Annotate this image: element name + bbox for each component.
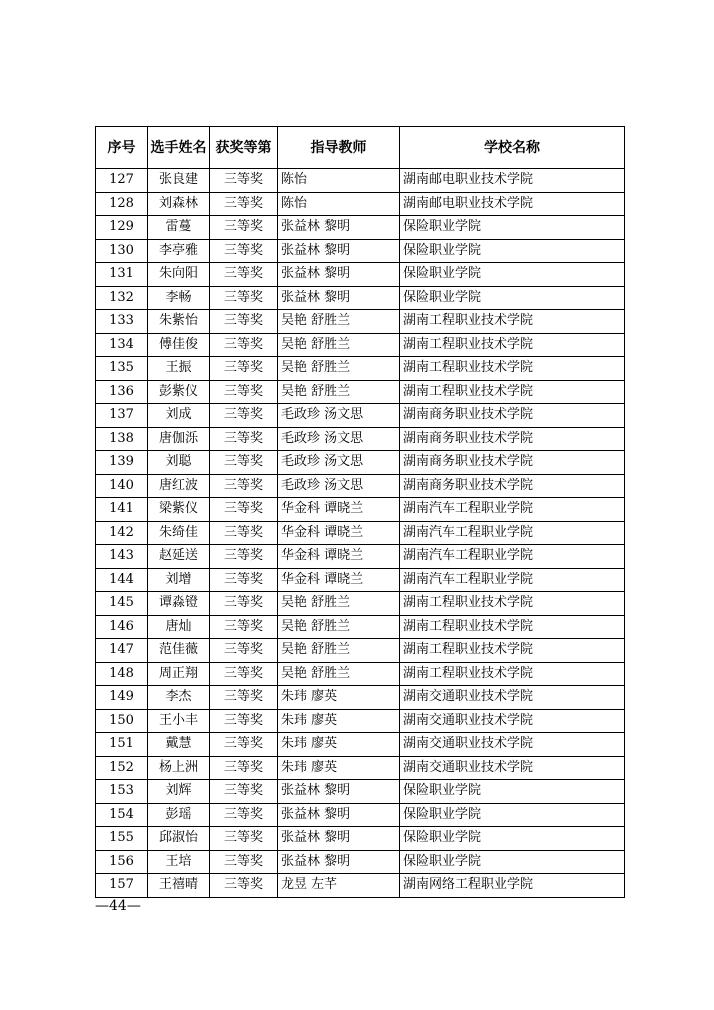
teacher-cell: 吴艳 舒胜兰	[278, 310, 400, 334]
student-name-cell: 刘增	[148, 568, 210, 592]
page-number: —44—	[95, 898, 141, 914]
award-cell: 三等奖	[210, 592, 278, 616]
student-name-cell: 梁紫仪	[148, 498, 210, 522]
school-cell: 湖南汽车工程职业学院	[400, 521, 625, 545]
student-name-cell: 王小丰	[148, 709, 210, 733]
teacher-cell: 张益林 黎明	[278, 239, 400, 263]
school-cell: 湖南工程职业技术学院	[400, 333, 625, 357]
table-row	[96, 451, 625, 475]
student-name-cell: 李亭雅	[148, 239, 210, 263]
award-cell: 三等奖	[210, 756, 278, 780]
seq-cell: 152	[96, 756, 148, 780]
award-cell: 三等奖	[210, 239, 278, 263]
header-seq: 序号	[96, 127, 148, 169]
student-name-cell: 谭淼镫	[148, 592, 210, 616]
table-row	[96, 286, 625, 310]
table-row	[96, 568, 625, 592]
school-cell: 湖南工程职业技术学院	[400, 639, 625, 663]
header-award: 获奖等第	[210, 127, 278, 169]
teacher-cell: 龙昱 左芊	[278, 874, 400, 898]
teacher-cell: 朱玮 廖英	[278, 733, 400, 757]
table-row	[96, 310, 625, 334]
teacher-cell: 陈怡	[278, 169, 400, 193]
school-cell: 湖南工程职业技术学院	[400, 310, 625, 334]
table-row	[96, 216, 625, 240]
teacher-cell: 吴艳 舒胜兰	[278, 615, 400, 639]
award-cell: 三等奖	[210, 216, 278, 240]
student-name-cell: 张良建	[148, 169, 210, 193]
student-name-cell: 刘辉	[148, 780, 210, 804]
award-cell: 三等奖	[210, 310, 278, 334]
award-cell: 三等奖	[210, 404, 278, 428]
teacher-cell: 吴艳 舒胜兰	[278, 639, 400, 663]
award-cell: 三等奖	[210, 498, 278, 522]
teacher-cell: 张益林 黎明	[278, 263, 400, 287]
award-cell: 三等奖	[210, 780, 278, 804]
school-cell: 保险职业学院	[400, 850, 625, 874]
student-name-cell: 邱淑怡	[148, 827, 210, 851]
table-row	[96, 827, 625, 851]
table-row	[96, 380, 625, 404]
teacher-cell: 吴艳 舒胜兰	[278, 357, 400, 381]
school-cell: 保险职业学院	[400, 827, 625, 851]
table-row	[96, 756, 625, 780]
seq-cell: 127	[96, 169, 148, 193]
table-row	[96, 239, 625, 263]
teacher-cell: 张益林 黎明	[278, 286, 400, 310]
school-cell: 湖南工程职业技术学院	[400, 357, 625, 381]
award-cell: 三等奖	[210, 639, 278, 663]
school-cell: 保险职业学院	[400, 263, 625, 287]
seq-cell: 141	[96, 498, 148, 522]
seq-cell: 146	[96, 615, 148, 639]
table-row	[96, 803, 625, 827]
table-row	[96, 639, 625, 663]
student-name-cell: 王振	[148, 357, 210, 381]
teacher-cell: 张益林 黎明	[278, 216, 400, 240]
student-name-cell: 刘森林	[148, 192, 210, 216]
teacher-cell: 毛政珍 汤文思	[278, 451, 400, 475]
school-cell: 湖南交通职业技术学院	[400, 733, 625, 757]
award-cell: 三等奖	[210, 286, 278, 310]
table-row	[96, 686, 625, 710]
table-row	[96, 474, 625, 498]
table-row	[96, 169, 625, 193]
award-cell: 三等奖	[210, 192, 278, 216]
table-row	[96, 615, 625, 639]
teacher-cell: 张益林 黎明	[278, 827, 400, 851]
award-cell: 三等奖	[210, 874, 278, 898]
school-cell: 湖南商务职业技术学院	[400, 404, 625, 428]
school-cell: 湖南网络工程职业学院	[400, 874, 625, 898]
award-cell: 三等奖	[210, 615, 278, 639]
teacher-cell: 张益林 黎明	[278, 780, 400, 804]
teacher-cell: 毛政珍 汤文思	[278, 474, 400, 498]
table-row	[96, 662, 625, 686]
award-cell: 三等奖	[210, 263, 278, 287]
student-name-cell: 李畅	[148, 286, 210, 310]
student-name-cell: 唐红波	[148, 474, 210, 498]
seq-cell: 143	[96, 545, 148, 569]
school-cell: 保险职业学院	[400, 239, 625, 263]
teacher-cell: 吴艳 舒胜兰	[278, 662, 400, 686]
student-name-cell: 范佳薇	[148, 639, 210, 663]
school-cell: 湖南交通职业技术学院	[400, 709, 625, 733]
school-cell: 湖南交通职业技术学院	[400, 756, 625, 780]
school-cell: 湖南汽车工程职业学院	[400, 568, 625, 592]
student-name-cell: 傅佳俊	[148, 333, 210, 357]
table-row	[96, 498, 625, 522]
school-cell: 湖南商务职业技术学院	[400, 451, 625, 475]
award-cell: 三等奖	[210, 545, 278, 569]
student-name-cell: 王禧晴	[148, 874, 210, 898]
teacher-cell: 吴艳 舒胜兰	[278, 333, 400, 357]
teacher-cell: 张益林 黎明	[278, 850, 400, 874]
school-cell: 湖南邮电职业技术学院	[400, 169, 625, 193]
school-cell: 保险职业学院	[400, 286, 625, 310]
teacher-cell: 华金科 谭晓兰	[278, 545, 400, 569]
award-cell: 三等奖	[210, 850, 278, 874]
table-row	[96, 404, 625, 428]
table-row	[96, 545, 625, 569]
student-name-cell: 唐灿	[148, 615, 210, 639]
seq-cell: 145	[96, 592, 148, 616]
teacher-cell: 朱玮 廖英	[278, 709, 400, 733]
seq-cell: 131	[96, 263, 148, 287]
table-row	[96, 521, 625, 545]
teacher-cell: 华金科 谭晓兰	[278, 498, 400, 522]
seq-cell: 151	[96, 733, 148, 757]
school-cell: 保险职业学院	[400, 780, 625, 804]
student-name-cell: 王培	[148, 850, 210, 874]
award-cell: 三等奖	[210, 427, 278, 451]
school-cell: 保险职业学院	[400, 216, 625, 240]
award-cell: 三等奖	[210, 662, 278, 686]
table-row	[96, 263, 625, 287]
award-cell: 三等奖	[210, 357, 278, 381]
seq-cell: 147	[96, 639, 148, 663]
student-name-cell: 唐伽泺	[148, 427, 210, 451]
seq-cell: 154	[96, 803, 148, 827]
seq-cell: 136	[96, 380, 148, 404]
seq-cell: 138	[96, 427, 148, 451]
teacher-cell: 朱玮 廖英	[278, 686, 400, 710]
header-teacher: 指导教师	[278, 127, 400, 169]
award-cell: 三等奖	[210, 474, 278, 498]
awards-table	[95, 126, 625, 898]
table-row	[96, 780, 625, 804]
student-name-cell: 杨上洲	[148, 756, 210, 780]
seq-cell: 139	[96, 451, 148, 475]
teacher-cell: 华金科 谭晓兰	[278, 568, 400, 592]
table-row	[96, 709, 625, 733]
school-cell: 保险职业学院	[400, 803, 625, 827]
table-row	[96, 592, 625, 616]
student-name-cell: 朱紫怡	[148, 310, 210, 334]
teacher-cell: 吴艳 舒胜兰	[278, 380, 400, 404]
seq-cell: 144	[96, 568, 148, 592]
seq-cell: 155	[96, 827, 148, 851]
table-row	[96, 850, 625, 874]
school-cell: 湖南汽车工程职业学院	[400, 498, 625, 522]
award-cell: 三等奖	[210, 169, 278, 193]
seq-cell: 129	[96, 216, 148, 240]
teacher-cell: 毛政珍 汤文思	[278, 404, 400, 428]
seq-cell: 128	[96, 192, 148, 216]
seq-cell: 130	[96, 239, 148, 263]
school-cell: 湖南商务职业技术学院	[400, 427, 625, 451]
table-row	[96, 192, 625, 216]
award-cell: 三等奖	[210, 451, 278, 475]
award-cell: 三等奖	[210, 803, 278, 827]
seq-cell: 142	[96, 521, 148, 545]
student-name-cell: 周正翔	[148, 662, 210, 686]
table-row	[96, 874, 625, 898]
student-name-cell: 刘成	[148, 404, 210, 428]
award-cell: 三等奖	[210, 709, 278, 733]
student-name-cell: 彭瑶	[148, 803, 210, 827]
award-cell: 三等奖	[210, 733, 278, 757]
seq-cell: 153	[96, 780, 148, 804]
teacher-cell: 毛政珍 汤文思	[278, 427, 400, 451]
seq-cell: 137	[96, 404, 148, 428]
seq-cell: 132	[96, 286, 148, 310]
school-cell: 湖南商务职业技术学院	[400, 474, 625, 498]
table-row	[96, 333, 625, 357]
seq-cell: 148	[96, 662, 148, 686]
table-header-row	[96, 127, 625, 169]
school-cell: 湖南工程职业技术学院	[400, 380, 625, 404]
award-cell: 三等奖	[210, 380, 278, 404]
school-cell: 湖南工程职业技术学院	[400, 592, 625, 616]
teacher-cell: 陈怡	[278, 192, 400, 216]
teacher-cell: 朱玮 廖英	[278, 756, 400, 780]
award-cell: 三等奖	[210, 333, 278, 357]
teacher-cell: 张益林 黎明	[278, 803, 400, 827]
seq-cell: 140	[96, 474, 148, 498]
seq-cell: 135	[96, 357, 148, 381]
student-name-cell: 赵延送	[148, 545, 210, 569]
school-cell: 湖南交通职业技术学院	[400, 686, 625, 710]
table-row	[96, 733, 625, 757]
school-cell: 湖南工程职业技术学院	[400, 662, 625, 686]
header-name: 选手姓名	[148, 127, 210, 169]
school-cell: 湖南汽车工程职业学院	[400, 545, 625, 569]
award-cell: 三等奖	[210, 521, 278, 545]
teacher-cell: 华金科 谭晓兰	[278, 521, 400, 545]
student-name-cell: 雷蔓	[148, 216, 210, 240]
seq-cell: 149	[96, 686, 148, 710]
award-cell: 三等奖	[210, 568, 278, 592]
seq-cell: 134	[96, 333, 148, 357]
seq-cell: 156	[96, 850, 148, 874]
award-cell: 三等奖	[210, 827, 278, 851]
student-name-cell: 李杰	[148, 686, 210, 710]
student-name-cell: 朱向阳	[148, 263, 210, 287]
award-cell: 三等奖	[210, 686, 278, 710]
header-school: 学校名称	[400, 127, 625, 169]
student-name-cell: 戴慧	[148, 733, 210, 757]
table-body	[96, 169, 625, 898]
student-name-cell: 朱绮佳	[148, 521, 210, 545]
school-cell: 湖南邮电职业技术学院	[400, 192, 625, 216]
seq-cell: 157	[96, 874, 148, 898]
student-name-cell: 刘聪	[148, 451, 210, 475]
seq-cell: 133	[96, 310, 148, 334]
teacher-cell: 吴艳 舒胜兰	[278, 592, 400, 616]
seq-cell: 150	[96, 709, 148, 733]
table-row	[96, 357, 625, 381]
school-cell: 湖南工程职业技术学院	[400, 615, 625, 639]
student-name-cell: 彭紫仪	[148, 380, 210, 404]
table-row	[96, 427, 625, 451]
